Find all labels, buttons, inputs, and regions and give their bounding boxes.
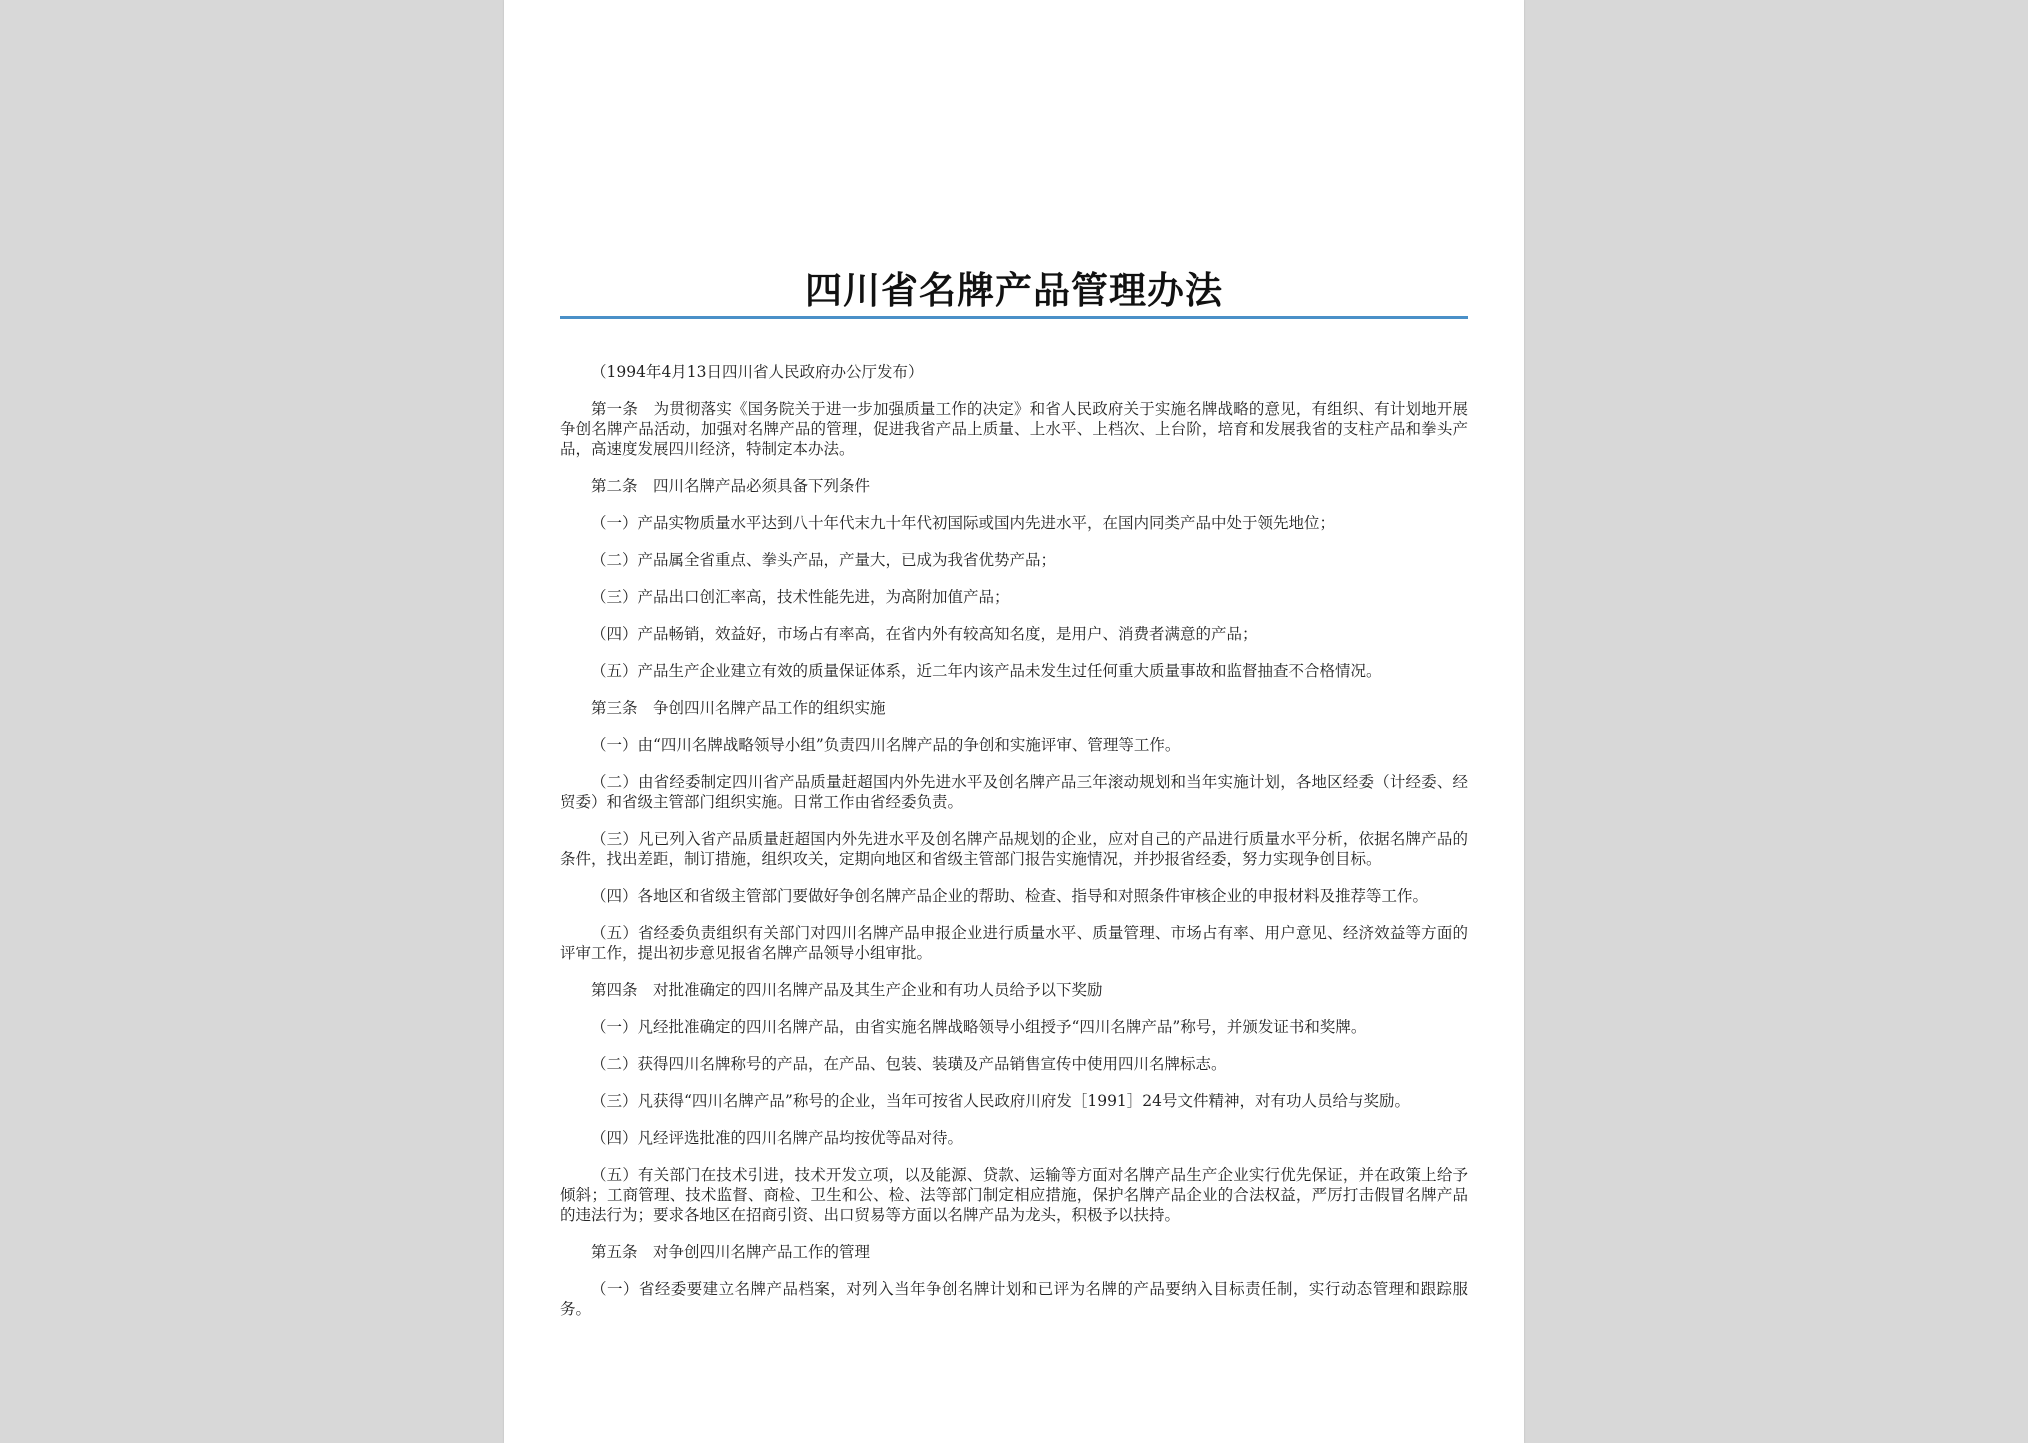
article-2-item-1: （一）产品实物质量水平达到八十年代末九十年代初国际或国内先进水平，在国内同类产品中处于领先地位； <box>591 514 1336 532</box>
article-4-item-4: （四）凡经评选批准的四川名牌产品均按优等品对待。 <box>591 1129 964 1147</box>
article-1: 第一条 为贯彻落实《国务院关于进一步加强质量工作的决定》和省人民政府关于实施名牌战略的意见，有组织、有计划地开展争创名牌产品活动，加强对名牌产品的管理，促进我省产品上质量、上水平、上档次、上台阶，培育和发展我省的支柱产品和拳头产品，高速度发展四川经济，特制定本办法。 <box>560 400 1468 458</box>
article-5-item-1: （一）省经委要建立名牌产品档案，对列入当年争创名牌计划和已评为名牌的产品要纳入目标责任制，实行动态管理和跟踪服务。 <box>560 1280 1468 1318</box>
article-4-item-1: （一）凡经批准确定的四川名牌产品，由省实施名牌战略领导小组授予“四川名牌产品”称号，并颁发证书和奖牌。 <box>591 1018 1367 1036</box>
article-4-item-3: （三）凡获得“四川名牌产品”称号的企业，当年可按省人民政府川府发［1991］24号文件精神，对有功人员给与奖励。 <box>591 1092 1411 1110</box>
article-4-item-5: （五）有关部门在技术引进，技术开发立项，以及能源、贷款、运输等方面对名牌产品生产企业实行优先保证，并在政策上给予倾斜；工商管理、技术监督、商检、卫生和公、检、法等部门制定相应措施，保护名牌产品企业的合法权益，严厉打击假冒名牌产品的违法行为；要求各地区在招商引资、出口贸易等方面以名牌产品为龙头，积极予以扶持。 <box>560 1166 1468 1224</box>
article-3-item-2: （二）由省经委制定四川省产品质量赶超国内外先进水平及创名牌产品三年滚动规划和当年实施计划，各地区经委（计经委、经贸委）和省级主管部门组织实施。日常工作由省经委负责。 <box>560 773 1468 811</box>
article-2-item-4: （四）产品畅销，效益好，市场占有率高，在省内外有较高知名度，是用户、消费者满意的产品； <box>591 625 1258 643</box>
article-2-item-3: （三）产品出口创汇率高，技术性能先进，为高附加值产品； <box>591 588 1010 606</box>
title-underline <box>560 316 1468 319</box>
article-4-heading: 第四条 对批准确定的四川名牌产品及其生产企业和有功人员给予以下奖励 <box>591 981 1103 999</box>
article-4-item-2: （二）获得四川名牌称号的产品，在产品、包装、装璜及产品销售宣传中使用四川名牌标志。 <box>591 1055 1227 1073</box>
publication-note: （1994年4月13日四川省人民政府办公厅发布） <box>591 363 924 381</box>
article-2-item-5: （五）产品生产企业建立有效的质量保证体系，近二年内该产品未发生过任何重大质量事故和监督抽查不合格情况。 <box>591 662 1382 680</box>
article-3-heading: 第三条 争创四川名牌产品工作的组织实施 <box>591 699 886 717</box>
article-3-item-1: （一）由“四川名牌战略领导小组”负责四川名牌产品的争创和实施评审、管理等工作。 <box>591 736 1181 754</box>
article-3-item-5: （五）省经委负责组织有关部门对四川名牌产品申报企业进行质量水平、质量管理、市场占有率、用户意见、经济效益等方面的评审工作，提出初步意见报省名牌产品领导小组审批。 <box>560 924 1468 962</box>
article-2-heading: 第二条 四川名牌产品必须具备下列条件 <box>591 477 871 495</box>
article-3-item-3: （三）凡已列入省产品质量赶超国内外先进水平及创名牌产品规划的企业，应对自己的产品进行质量水平分析，依据名牌产品的条件，找出差距，制订措施，组织攻关，定期向地区和省级主管部门报告实施情况，并抄报省经委，努力实现争创目标。 <box>560 830 1468 868</box>
document-body <box>560 362 1468 1336</box>
article-3-item-4: （四）各地区和省级主管部门要做好争创名牌产品企业的帮助、检查、指导和对照条件审核企业的申报材料及推荐等工作。 <box>591 887 1429 905</box>
document-title: 四川省名牌产品管理办法 <box>805 268 1223 312</box>
article-2-item-2: （二）产品属全省重点、拳头产品，产量大，已成为我省优势产品； <box>591 551 1057 569</box>
article-5-heading: 第五条 对争创四川名牌产品工作的管理 <box>591 1243 871 1261</box>
document-page <box>504 0 1524 1443</box>
